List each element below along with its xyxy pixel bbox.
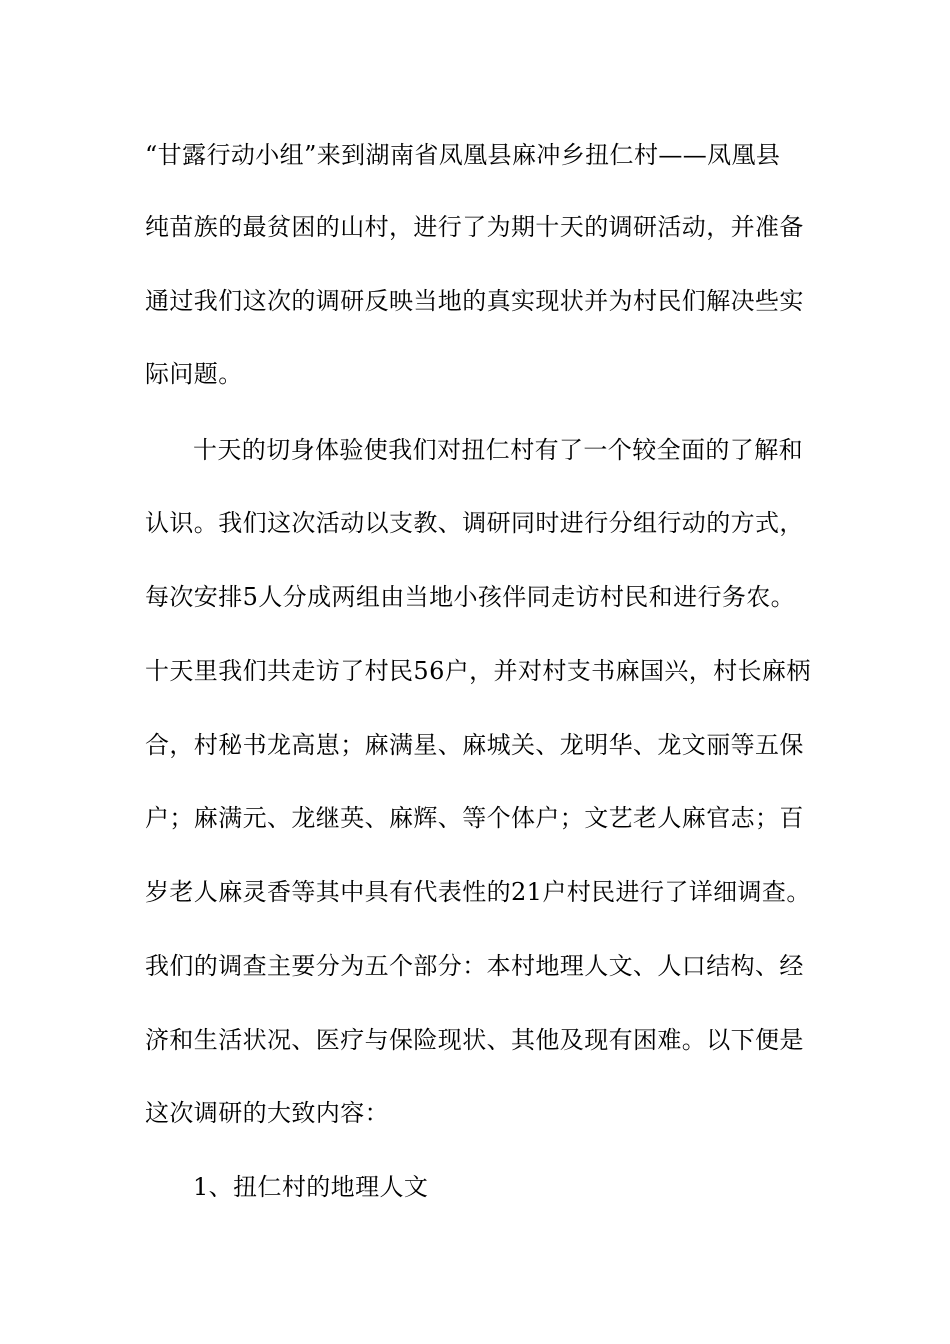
paragraph-2-line-7: 岁老人麻灵香等其中具有代表性的21户村民进行了详细调查。 [145,878,811,906]
paragraph-2-line-10: 这次调研的大致内容： [145,1099,389,1127]
paragraph-1-line-2: 纯苗族的最贫困的山村，进行了为期十天的调研活动，并准备 [145,213,804,241]
paragraph-1-line-4: 际问题。 [145,360,243,388]
paragraph-1-line-1: “甘露行动小组”来到湖南省凤凰县麻冲乡扭仁村——凤凰县 [145,141,781,169]
paragraph-2-line-6: 户；麻满元、龙继英、麻辉、等个体户；文艺老人麻官志；百 [145,804,804,832]
paragraph-2-line-4: 十天里我们共走访了村民56户，并对村支书麻国兴，村长麻柄 [145,657,811,685]
paragraph-2-line-2: 认识。我们这次活动以支教、调研同时进行分组行动的方式， [145,509,804,537]
paragraph-2-line-3: 每次安排5人分成两组由当地小孩伴同走访村民和进行务农。 [145,583,796,611]
paragraph-1-line-3: 通过我们这次的调研反映当地的真实现状并为村民们解决些实 [145,287,804,315]
section-heading: 1、扭仁村的地理人文 [193,1173,429,1201]
paragraph-2-line-1: 十天的切身体验使我们对扭仁村有了一个较全面的了解和 [193,436,803,464]
paragraph-2-line-8: 我们的调查主要分为五个部分：本村地理人文、人口结构、经 [145,952,804,980]
paragraph-2-line-5: 合，村秘书龙高崽；麻满星、麻城关、龙明华、龙文丽等五保 [145,731,804,759]
paragraph-2-line-9: 济和生活状况、医疗与保险现状、其他及现有困难。以下便是 [145,1026,804,1054]
